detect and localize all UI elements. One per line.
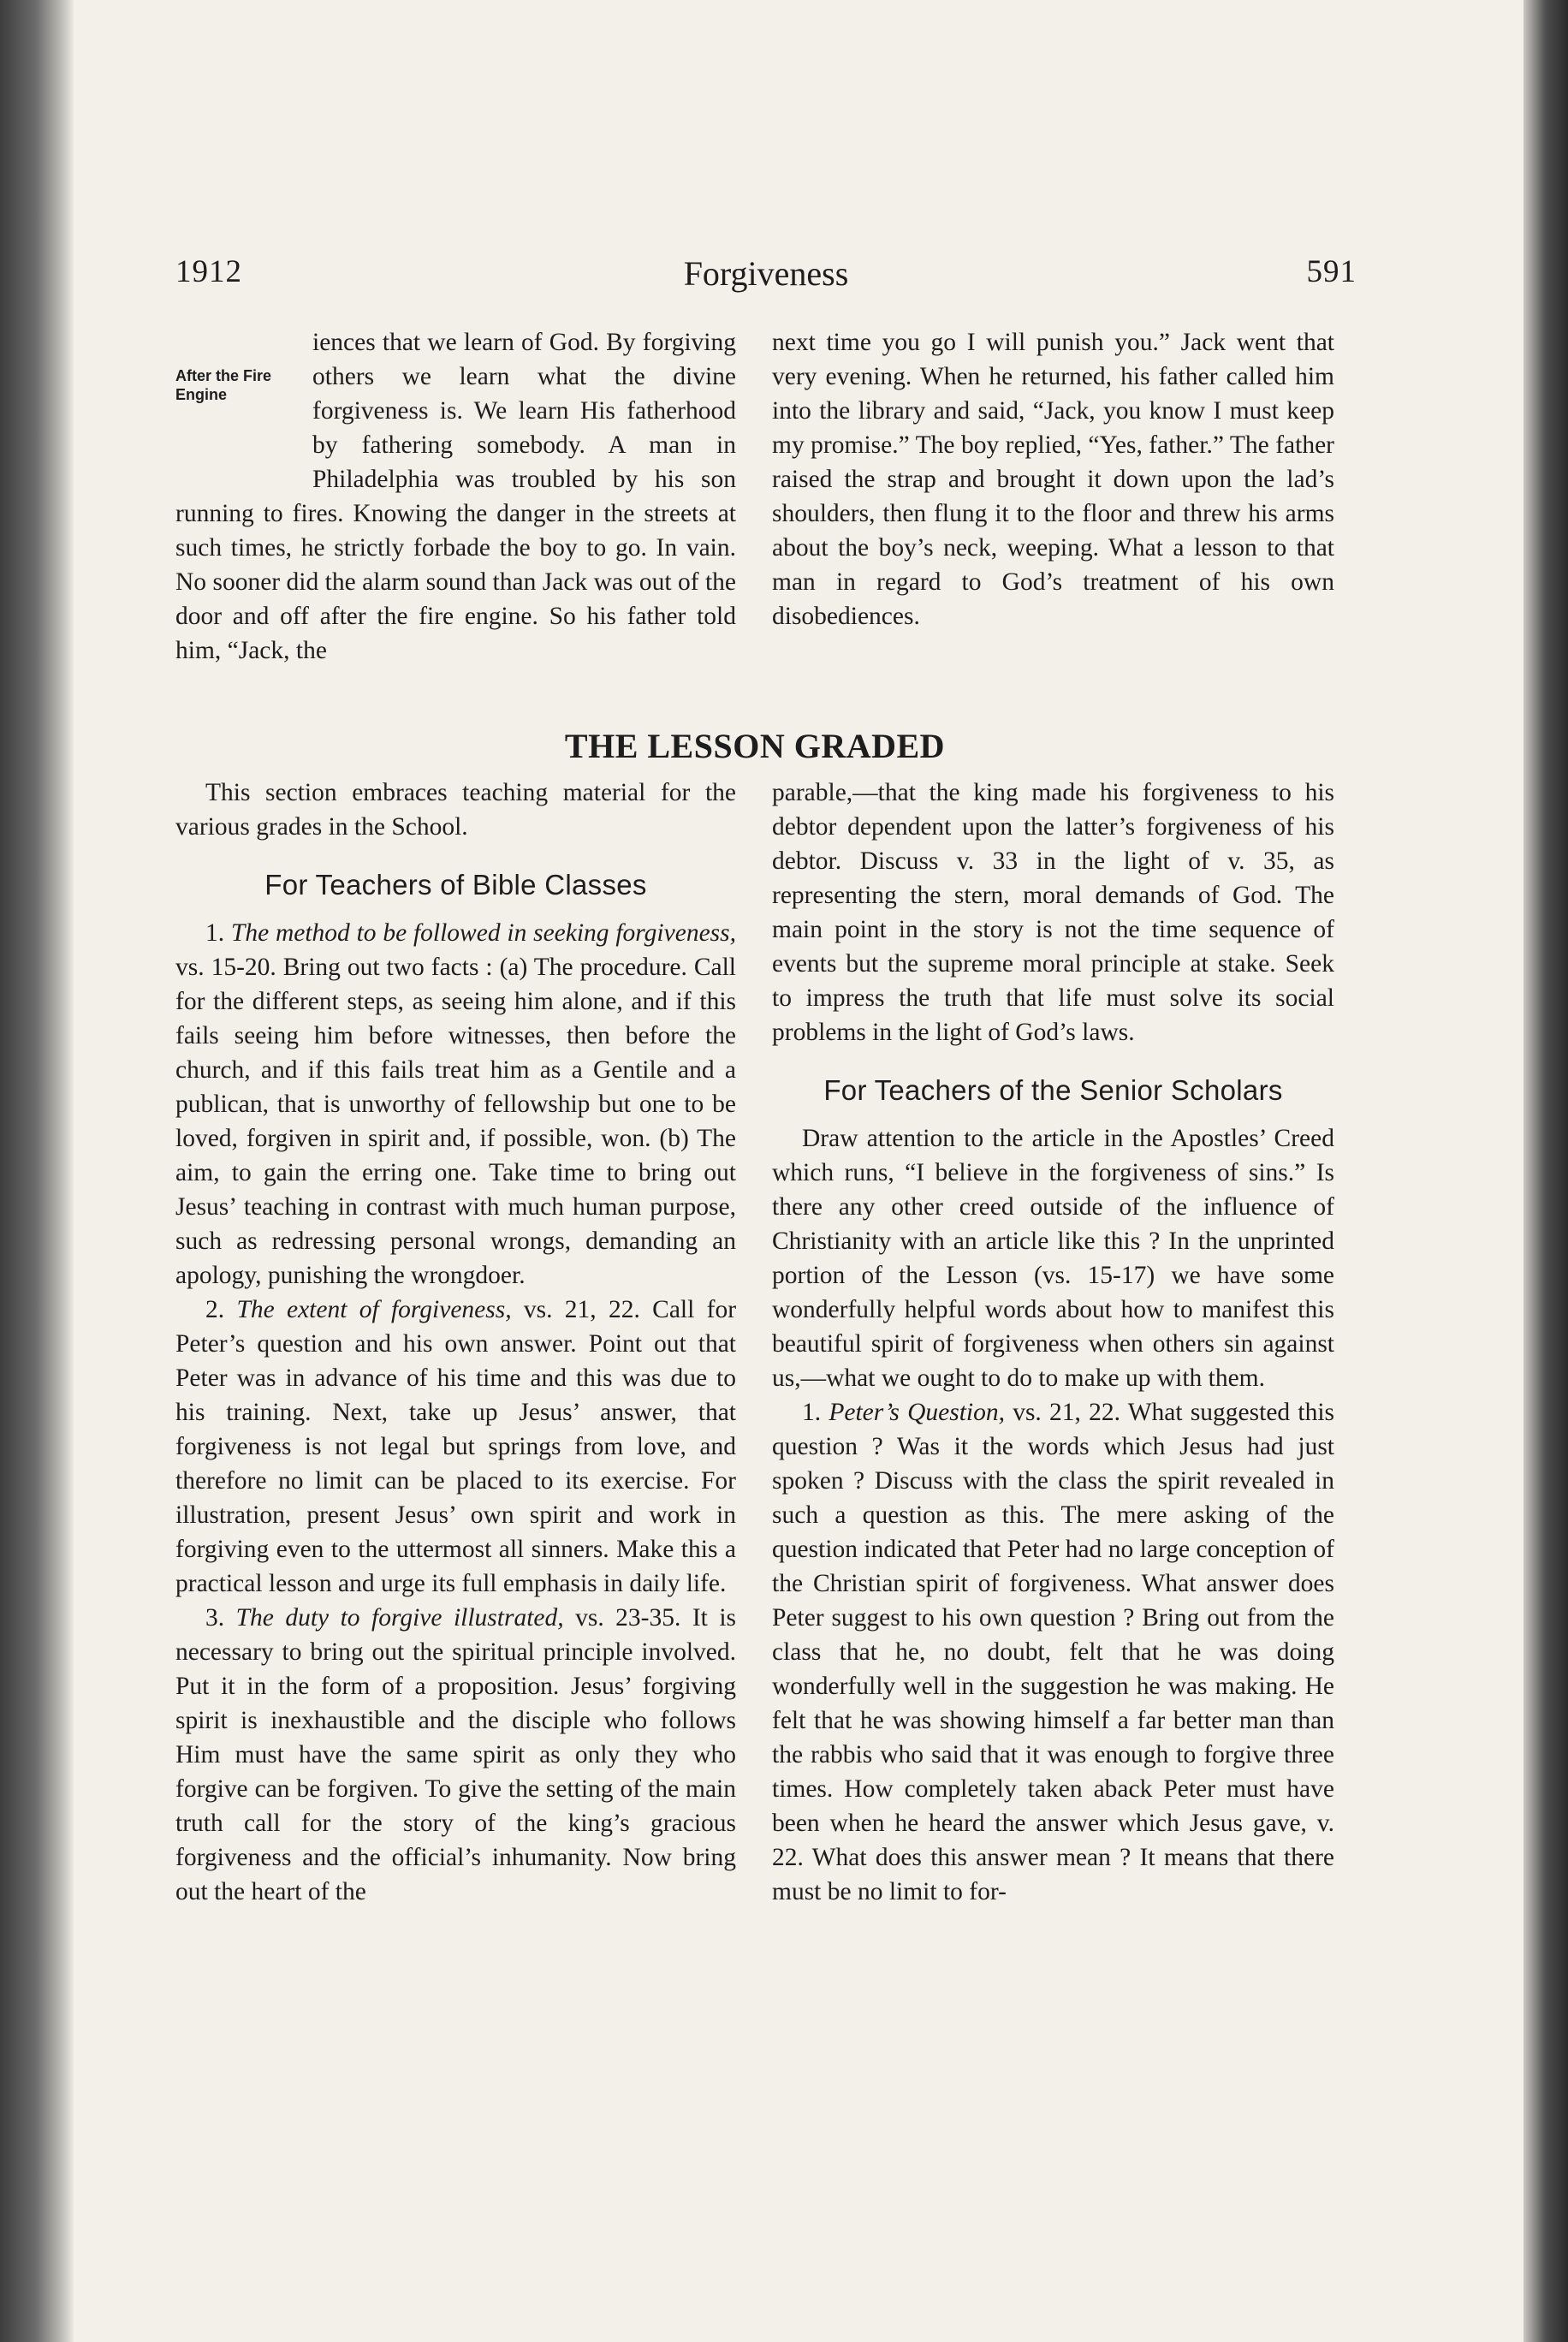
continued-paragraph: parable,—that the king made his forgiveness to his debtor dependent upon the latter’s forgiveness of his debtor. Discuss v. 33 in the light of v. 35, as representing the stern, moral demands of God. The main point in the story is not the time sequence of events but the supreme moral principle at stake. Seek to impress the truth that life must solve its social problems in the light of God’s laws. (772, 779, 1334, 1046)
item-title: Peter’s Question, (829, 1399, 1005, 1426)
margin-note-line: After the Fire (175, 367, 272, 384)
item-body: vs. 21, 22. Call for Peter’s question and his own answer. Point out that Peter was in advance of his time and this was due to his training. Next, take up Jesus’ answer, that forgiveness is not legal but springs from love, and therefore no limit can be placed to its exercise. For illustration, present Jesus’ own spirit and work in forgiving even to the uttermost all sinners. Make this a practical lesson and urge its full emphasis in daily life. (175, 1296, 737, 1597)
lesson-right-column (772, 776, 1334, 1909)
item-body: vs. 23-35. It is necessary to bring out the spiritual principle involved. Put it in the form of a proposition. Jesus’ forgiving spirit is inexhaustible and the disciple who follows Him must have the same spirit as only they who forgive can be forgiven. To give the setting of the main truth call for the story of the king’s gracious forgiveness and the official’s inhumanity. Now bring out the heart of the (175, 1604, 737, 1905)
top-left-column (175, 325, 736, 668)
intro-paragraph: This section embraces teaching material for the various grades in the School. (175, 779, 736, 841)
subheading-senior-scholars: For Teachers of the Senior Scholars (823, 1074, 1283, 1106)
item-body: vs. 15-20. Bring out two facts : (a) The procedure. Call for the different steps, as seeing him alone, and if this fails seeing him before witnesses, then before the church, and if this fails treat him as a Gentile and a publican, that is unworthy of fellowship but one to be loved, forgiven in spirit and, if possible, won. (b) The aim, to gain the erring one. Take time to bring out Jesus’ teaching in contrast with much human purpose, such as redressing personal wrongs, demanding an apology, punishing the wrongdoer. (175, 954, 736, 1289)
header-year: 1912 (175, 254, 242, 289)
paragraph: iences that we learn of God. By forgiving others we learn what the divine forgiveness is. We learn His fatherhood by fathering somebody. A man in Philadelphia was troubled by his son running to fires. Knowing the danger in the streets at such times, he strictly forbade the boy to go. In vain. No sooner did the alarm sound than Jack was out of the door and off after the fire engine. So his father told him, “Jack, the (175, 329, 736, 664)
item-title: The duty to forgive illustrated, (235, 1604, 564, 1632)
item-title: The method to be followed in seeking forgiveness, (230, 919, 736, 947)
item-title: The extent of forgiveness, (236, 1296, 512, 1323)
page-number: 591 (1306, 254, 1357, 289)
item-1 (772, 1395, 1334, 1909)
lesson-left-column (175, 776, 736, 1909)
item-2 (175, 1293, 736, 1601)
item-number: 3. (205, 1604, 225, 1632)
item-number: 1. (802, 1399, 822, 1426)
page-title: Forgiveness (683, 254, 849, 293)
item-number: 2. (205, 1296, 225, 1323)
item-body: vs. 21, 22. What suggested this question ? Was it the words which Jesus had just spoken ? Discuss with the class the spirit revealed in such a question as this. The mere asking of the question indicated that Peter had no large conception of the Christian spirit of forgiveness. What answer does Peter suggest to his own question ? Bring out from the class that he, no doubt, felt that he was doing wonderfully well in the suggestion he was making. He felt that he was showing himself a far better man than the rabbis who said that it was enough to forgive three times. How completely taken aback Peter must have been when he heard the answer which Jesus gave, v. 22. What does this answer mean ? It means that there must be no limit to for- (772, 1399, 1335, 1905)
running-header (175, 253, 1357, 293)
item-1 (175, 916, 736, 1293)
section-title: THE LESSON GRADED (564, 727, 946, 765)
item-number: 1. (205, 919, 225, 947)
margin-note (175, 366, 312, 469)
subheading-bible-classes: For Teachers of Bible Classes (264, 869, 647, 901)
paragraph: Draw attention to the article in the Apostles’ Creed which runs, “I believe in the forgiveness of sins.” Is there any other creed outside of the influence of Christianity with an article like this ? In the unprinted portion of the Lesson (vs. 15-17) we have some wonderfully helpful words about how to manifest this beautiful spirit of forgiveness when others sin against us,—what we ought to do to make up with them. (772, 1125, 1334, 1392)
paragraph: next time you go I will punish you.” Jack went that very evening. When he returned, his father called him into the library and said, “Jack, you know I must keep my promise.” The boy replied, “Yes, father.” The father raised the strap and brought it down upon the lad’s shoulders, then flung it to the floor and threw his arms about the boy’s neck, weeping. What a lesson to that man in regard to God’s treatment of his own disobediences. (772, 329, 1334, 630)
top-right-column (772, 325, 1334, 633)
item-3 (175, 1601, 736, 1909)
margin-note-line: Engine (175, 386, 228, 403)
